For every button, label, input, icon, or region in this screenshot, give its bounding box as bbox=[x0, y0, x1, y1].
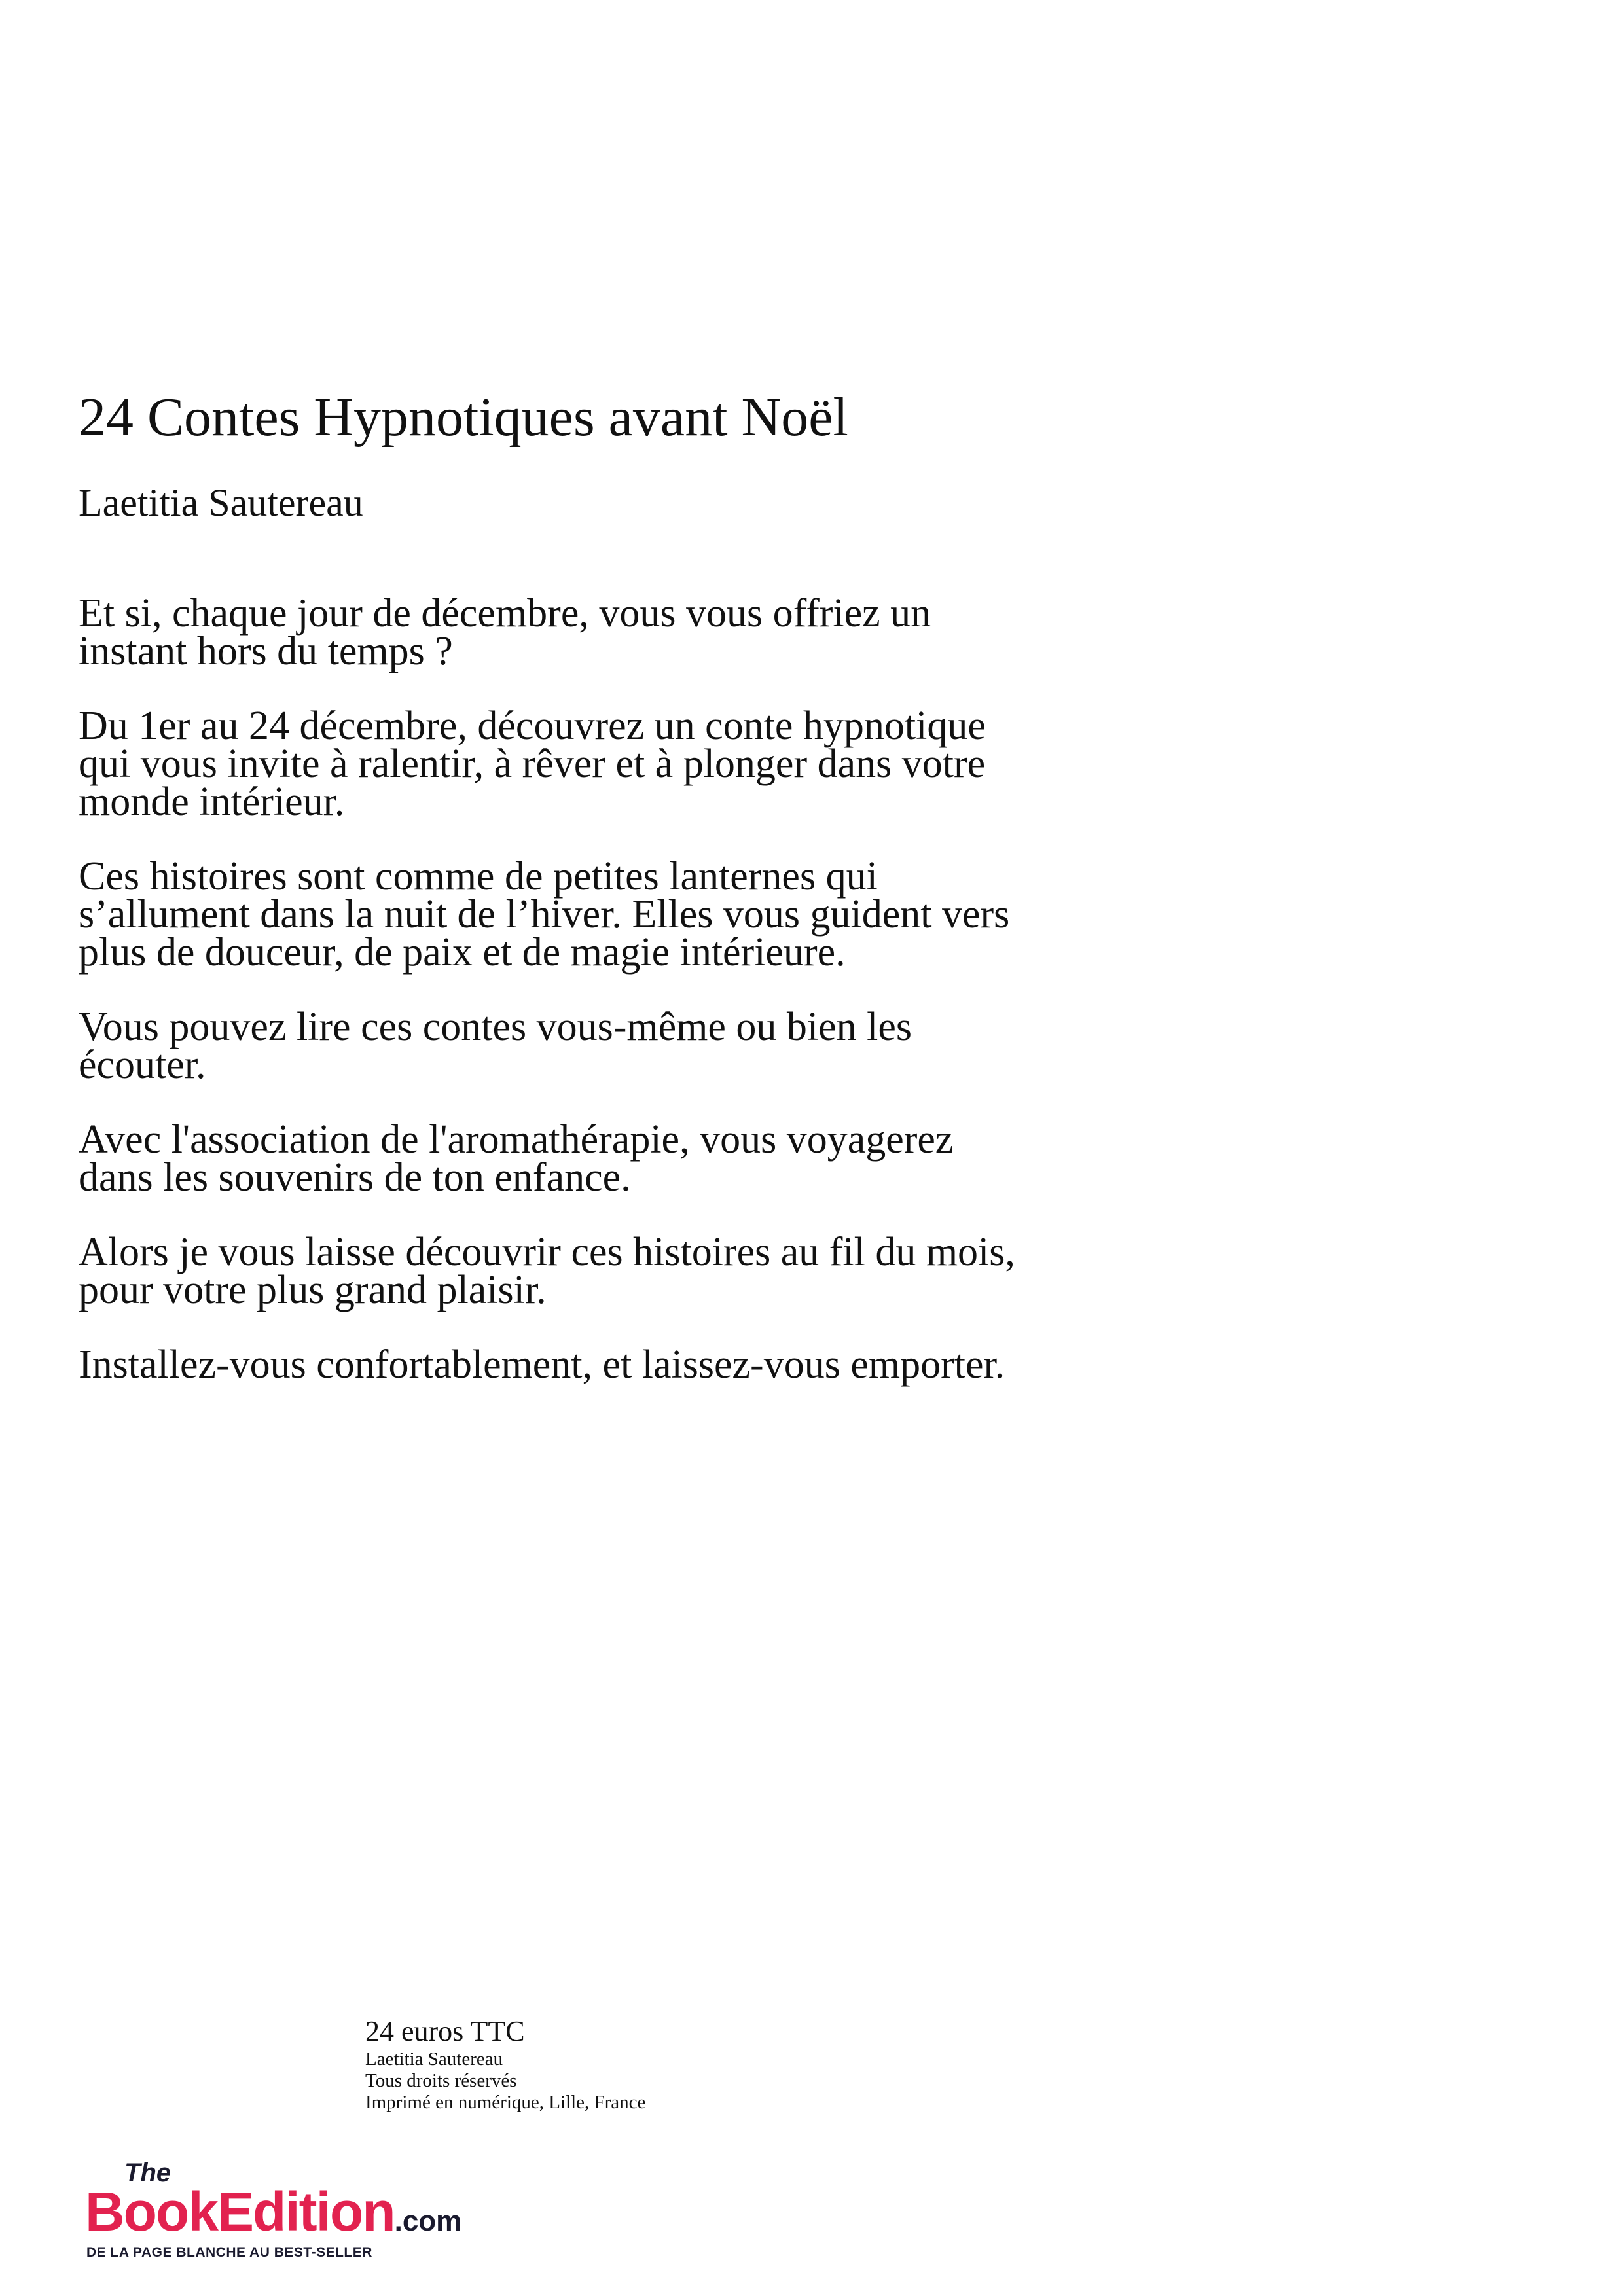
logo-the: The bbox=[124, 2159, 171, 2187]
blurb-paragraph: Installez-vous confortablement, et laissez-vous emporter. bbox=[79, 1342, 1005, 1387]
colophon-rights: Tous droits réservés bbox=[365, 2070, 517, 2091]
price: 24 euros TTC bbox=[365, 2015, 525, 2047]
colophon-author: Laetitia Sautereau bbox=[365, 2049, 503, 2070]
blurb-paragraph: Alors je vous laisse découvrir ces histoires au fil du mois, pour votre plus grand plaisir. bbox=[79, 1230, 1015, 1312]
logo-brand: BookEdition bbox=[85, 2181, 395, 2242]
book-title: 24 Contes Hypnotiques avant Noël bbox=[79, 387, 848, 448]
book-author: Laetitia Sautereau bbox=[79, 481, 363, 524]
logo-domain: .com bbox=[394, 2205, 462, 2237]
blurb-paragraph: Et si, chaque jour de décembre, vous vous offriez un instant hors du temps ? bbox=[79, 591, 931, 673]
logo-tagline: DE LA PAGE BLANCHE AU BEST-SELLER bbox=[86, 2245, 372, 2260]
colophon bbox=[365, 2016, 889, 2113]
blurb bbox=[79, 591, 1309, 1420]
blurb-paragraph: Ces histoires sont comme de petites lanternes qui s’allument dans la nuit de l’hiver. Elles vous guident vers plus de douceur, de paix et de magie intérieure. bbox=[79, 854, 1010, 975]
blurb-paragraph: Du 1er au 24 décembre, découvrez un conte hypnotique qui vous invite à ralentir, à rêver et à plonger dans votre monde intérieur. bbox=[79, 704, 986, 824]
blurb-paragraph: Avec l'association de l'aromathérapie, vous voyagerez dans les souvenirs de ton enfance. bbox=[79, 1117, 954, 1200]
logo-wordmark bbox=[85, 2182, 461, 2251]
blurb-paragraph: Vous pouvez lire ces contes vous-même ou bien les écouter. bbox=[79, 1005, 912, 1087]
publisher-logo bbox=[85, 2160, 465, 2278]
colophon-printing: Imprimé en numérique, Lille, France bbox=[365, 2092, 646, 2113]
